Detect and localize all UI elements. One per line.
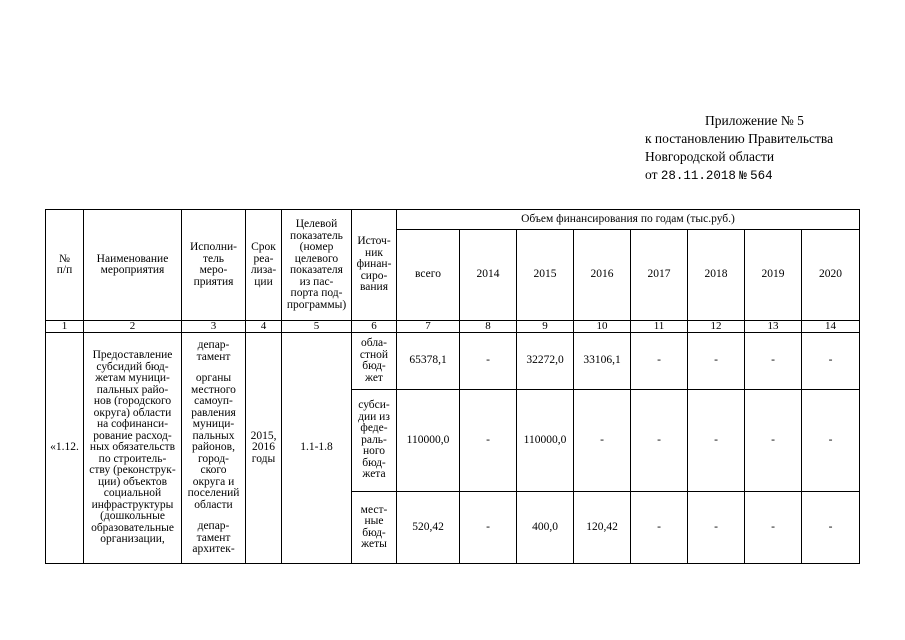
value-total: 520,42 <box>397 492 460 564</box>
appendix-region: Новгородской области <box>645 149 775 164</box>
column-number: 11 <box>631 321 688 333</box>
column-number: 8 <box>460 321 517 333</box>
column-number: 4 <box>246 321 282 333</box>
header-term: Срок реа- лиза- ции <box>246 210 282 321</box>
target-indicator: 1.1-1.8 <box>282 333 352 564</box>
value-total: 65378,1 <box>397 333 460 390</box>
value-2018: - <box>688 333 745 390</box>
column-number: 12 <box>688 321 745 333</box>
value-2017: - <box>631 390 688 492</box>
appendix-date-line <box>645 166 833 185</box>
header-year: 2019 <box>745 230 802 321</box>
appendix-caption <box>645 112 833 185</box>
value-2019: - <box>745 492 802 564</box>
funding-source: субси- дии из феде- раль- ного бюд- жета <box>352 390 397 492</box>
funding-source: обла- стной бюд- жет <box>352 333 397 390</box>
appendix-resolution: к постановлению Правительства <box>645 131 834 146</box>
header-year: 2017 <box>631 230 688 321</box>
implementation-term: 2015, 2016 годы <box>246 333 282 564</box>
column-number: 6 <box>352 321 397 333</box>
column-number: 9 <box>517 321 574 333</box>
value-2014: - <box>460 390 517 492</box>
row-number: «1.12. <box>46 333 84 564</box>
value-2014: - <box>460 333 517 390</box>
header-funding-source: Источ- ник финан- сиро- вания <box>352 210 397 321</box>
date-prefix: от <box>645 167 658 182</box>
header-executor: Исполни- тель меро- приятия <box>182 210 246 321</box>
column-number-row <box>46 321 860 333</box>
column-number: 7 <box>397 321 460 333</box>
value-2016: 33106,1 <box>574 333 631 390</box>
measure-name: Предоставление субсидий бюд- жетам муници- пальных райо- нов (городского округа) области на софинанси- рование расход- ных обязательств по строитель- ству (реконструк- ции) объектов социальной инфраструктуры (дошкольные образовательные организации, <box>84 333 182 564</box>
appendix-title: Приложение № 5 <box>705 113 804 128</box>
header-year: 2014 <box>460 230 517 321</box>
funding-table <box>45 209 860 564</box>
column-number: 14 <box>802 321 860 333</box>
value-2015: 400,0 <box>517 492 574 564</box>
value-2016: - <box>574 390 631 492</box>
value-2019: - <box>745 390 802 492</box>
header-num: № п/п <box>46 210 84 321</box>
value-2019: - <box>745 333 802 390</box>
resolution-date: 28.11.2018 <box>660 169 736 183</box>
header-total: всего <box>397 230 460 321</box>
value-2018: - <box>688 390 745 492</box>
column-number: 5 <box>282 321 352 333</box>
header-year: 2018 <box>688 230 745 321</box>
number-sign: № <box>739 169 747 183</box>
value-2015: 32272,0 <box>517 333 574 390</box>
value-2015: 110000,0 <box>517 390 574 492</box>
value-2016: 120,42 <box>574 492 631 564</box>
value-2014: - <box>460 492 517 564</box>
header-year: 2015 <box>517 230 574 321</box>
header-year: 2020 <box>802 230 860 321</box>
value-total: 110000,0 <box>397 390 460 492</box>
value-2017: - <box>631 333 688 390</box>
value-2020: - <box>802 492 860 564</box>
executor: депар- тамент органы местного самоуп- равления муници- пальных районов, город- ского округа и поселений области депар- тамент архитек- <box>182 333 246 564</box>
column-number: 10 <box>574 321 631 333</box>
header-target-indicator: Целевой показатель (номер целевого показателя из пас- порта под- программы) <box>282 210 352 321</box>
value-2017: - <box>631 492 688 564</box>
table-row <box>46 333 860 390</box>
value-2020: - <box>802 333 860 390</box>
header-year: 2016 <box>574 230 631 321</box>
header-name: Наименование мероприятия <box>84 210 182 321</box>
column-number: 3 <box>182 321 246 333</box>
value-2020: - <box>802 390 860 492</box>
column-number: 13 <box>745 321 802 333</box>
header-funding-title: Объем финансирования по годам (тыс.руб.) <box>397 210 860 230</box>
column-number: 1 <box>46 321 84 333</box>
value-2018: - <box>688 492 745 564</box>
resolution-number: 564 <box>750 169 773 183</box>
funding-source: мест- ные бюд- жеты <box>352 492 397 564</box>
column-number: 2 <box>84 321 182 333</box>
